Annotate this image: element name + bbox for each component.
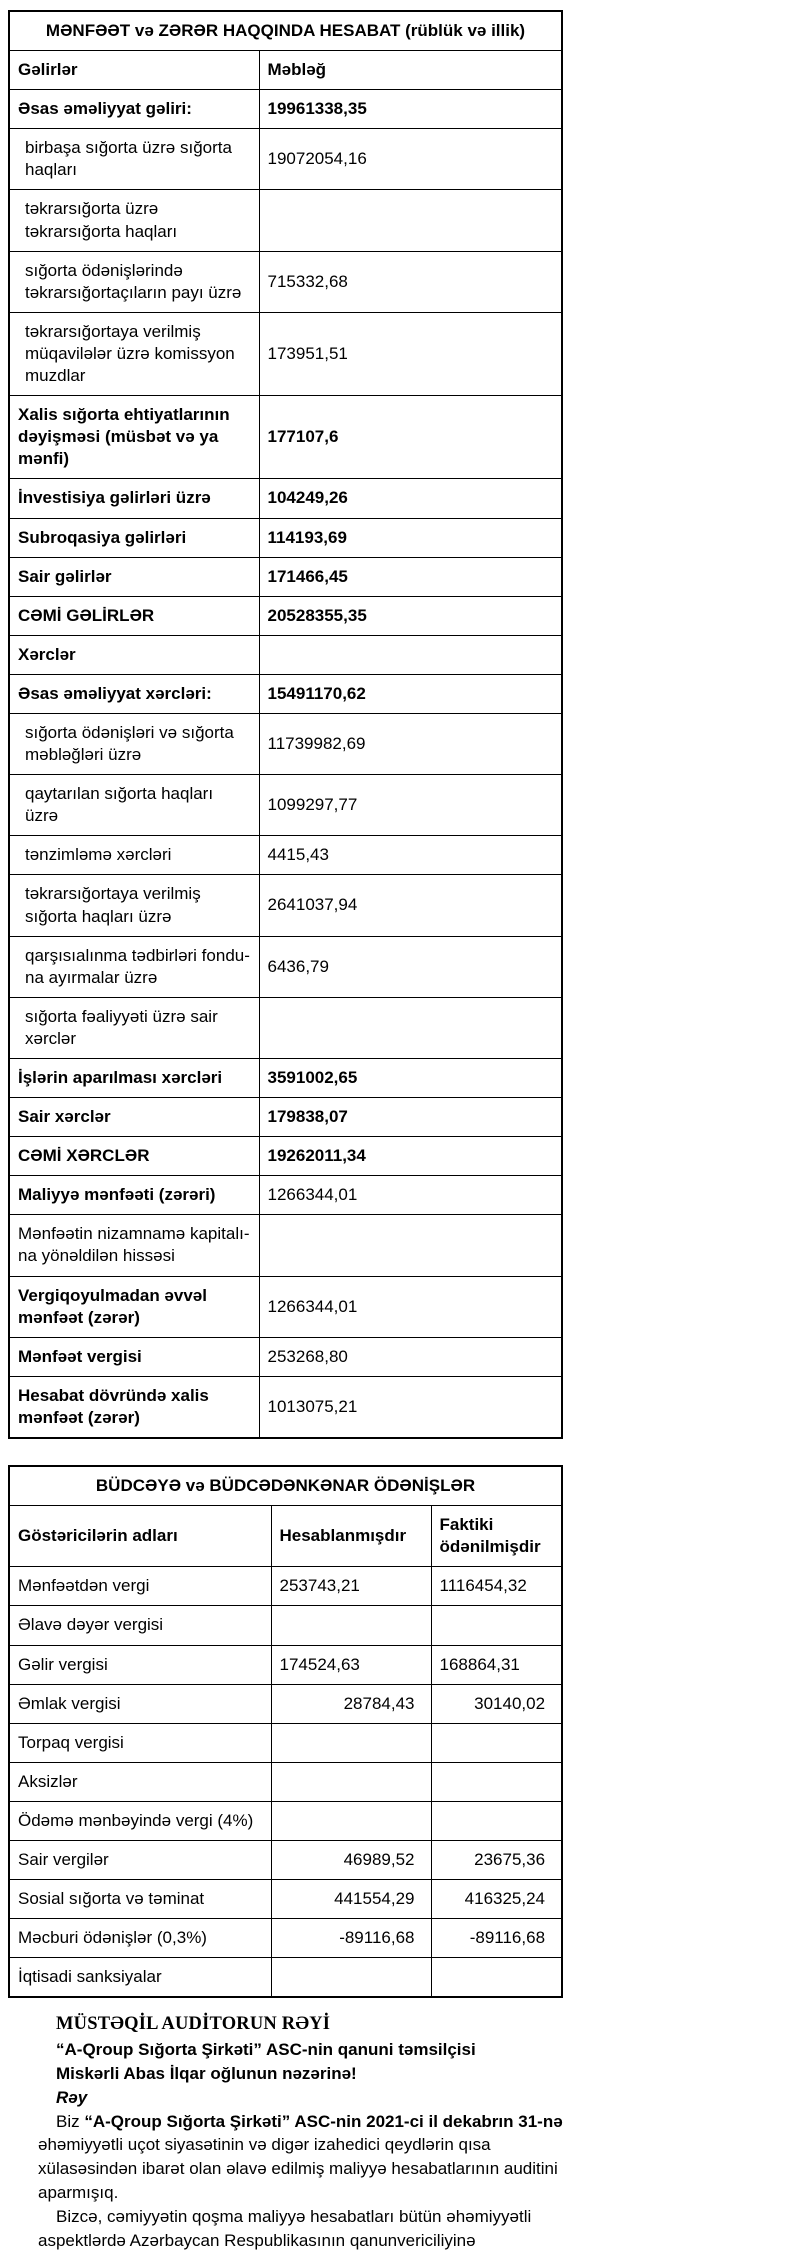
table-row [9, 1098, 562, 1137]
table-row [9, 129, 562, 190]
row-value: 1013075,21 [259, 1376, 562, 1438]
row-calculated-value: 441554,29 [271, 1880, 431, 1919]
table-row [9, 518, 562, 557]
row-value: 6436,79 [259, 936, 562, 997]
row-paid-value: 168864,31 [431, 1645, 562, 1684]
row-value: 114193,69 [259, 518, 562, 557]
row-label: Mənfəətin nizamnamə kapitalı-na yönəldilən hissəsi [9, 1215, 259, 1276]
row-label: Sair xərclər [9, 1098, 259, 1137]
column-header-mebleg: Məbləğ [259, 51, 562, 90]
row-value [259, 190, 562, 251]
row-calculated-value [271, 1801, 431, 1840]
row-value: 3591002,65 [259, 1059, 562, 1098]
row-label: Məcburi ödənişlər (0,3%) [9, 1919, 271, 1958]
row-value [259, 997, 562, 1058]
row-label: Mənfəət vergisi [9, 1337, 259, 1376]
row-label: CƏMİ GƏLİRLƏR [9, 596, 259, 635]
table-row [9, 1567, 562, 1606]
row-calculated-value [271, 1958, 431, 1998]
profit-loss-table-title: MƏNFƏƏT və ZƏRƏR HAQQINDA HESABAT (rüblük və illik) [9, 11, 562, 51]
audit-heading: MÜSTƏQİL AUDİTORUN RƏYİ [56, 2014, 331, 2035]
column-header-gelirler: Gəlirlər [9, 51, 259, 90]
row-paid-value: 416325,24 [431, 1880, 562, 1919]
budget-title-row [9, 1466, 562, 1506]
audit-paragraph-2 [38, 2205, 566, 2252]
table-row [9, 1137, 562, 1176]
row-calculated-value [271, 1762, 431, 1801]
budget-table-body [9, 1567, 562, 1998]
text-segment: əhəmiyyətli uçot siyasətinin və digər izahedici qeydlərin qısa xülasəsindən ibarət olan əlavə edilmiş maliyyə hesabatlarının auditini aparmışıq. [38, 2135, 558, 2203]
row-label: İqtisadi sanksiyalar [9, 1958, 271, 1998]
profit-loss-title-row [9, 11, 562, 51]
row-label: Mənfəətdən vergi [9, 1567, 271, 1606]
row-label: təkrarsığortaya verilmiş müqavilələr üzrə komissyon muzdlar [9, 312, 259, 395]
row-value: 1266344,01 [259, 1276, 562, 1337]
audit-addressee-line-2: Miskərli Abas İlqar oğlunun nəzərinə! [56, 2064, 357, 2084]
row-value: 177107,6 [259, 396, 562, 479]
row-paid-value [431, 1958, 562, 1998]
table-row [9, 312, 562, 395]
table-row [9, 396, 562, 479]
row-value: 715332,68 [259, 251, 562, 312]
row-calculated-value: -89116,68 [271, 1919, 431, 1958]
table-row [9, 1958, 562, 1998]
table-row [9, 1059, 562, 1098]
row-label: Hesabat dövründə xalis mənfəət (zərər) [9, 1376, 259, 1438]
row-label: Vergiqoyulmadan əvvəl mənfəət (zərər) [9, 1276, 259, 1337]
row-value: 2641037,94 [259, 875, 562, 936]
row-calculated-value [271, 1606, 431, 1645]
row-paid-value [431, 1801, 562, 1840]
row-label: Xərclər [9, 635, 259, 674]
row-label: Əlavə dəyər vergisi [9, 1606, 271, 1645]
row-label: Xalis sığorta ehtiyatlarının dəyişməsi (müsbət və ya mənfi) [9, 396, 259, 479]
row-value [259, 1215, 562, 1276]
row-label: Maliyyə mənfəəti (zərəri) [9, 1176, 259, 1215]
column-header-calculated: Hesablanmışdır [271, 1506, 431, 1567]
row-paid-value: 1116454,32 [431, 1567, 562, 1606]
row-label: Ödəmə mənbəyində vergi (4%) [9, 1801, 271, 1840]
table-row [9, 1606, 562, 1645]
column-header-actually-paid: Faktiki ödənilmişdir [431, 1506, 562, 1567]
table-row [9, 1215, 562, 1276]
row-value: 1266344,01 [259, 1176, 562, 1215]
audit-addressee-line-1: “A-Qroup Sığorta Şirkəti” ASC-nin qanuni təmsilçisi [56, 2040, 476, 2060]
profit-loss-table-body [9, 90, 562, 1438]
row-calculated-value: 253743,21 [271, 1567, 431, 1606]
row-paid-value [431, 1762, 562, 1801]
table-row [9, 1276, 562, 1337]
text-segment: Biz [56, 2111, 85, 2131]
table-row [9, 1840, 562, 1879]
table-row [9, 1801, 562, 1840]
row-label: Sosial sığorta və təminat [9, 1880, 271, 1919]
audit-paragraph-1 [38, 2110, 566, 2205]
table-row [9, 1337, 562, 1376]
profit-loss-table [8, 10, 563, 1439]
row-label: təkrarsığortaya verilmiş sığorta haqları üzrə [9, 875, 259, 936]
table-row [9, 479, 562, 518]
row-value: 171466,45 [259, 557, 562, 596]
row-value [259, 635, 562, 674]
row-value: 1099297,77 [259, 775, 562, 836]
table-row [9, 674, 562, 713]
profit-loss-header-row [9, 51, 562, 90]
row-value: 173951,51 [259, 312, 562, 395]
row-paid-value: 23675,36 [431, 1840, 562, 1879]
row-value: 253268,80 [259, 1337, 562, 1376]
row-value: 15491170,62 [259, 674, 562, 713]
table-row [9, 596, 562, 635]
table-row [9, 1723, 562, 1762]
row-label: İşlərin aparılması xərcləri [9, 1059, 259, 1098]
row-value: 4415,43 [259, 836, 562, 875]
row-label: Torpaq vergisi [9, 1723, 271, 1762]
row-paid-value [431, 1723, 562, 1762]
row-label: Sair gəlirlər [9, 557, 259, 596]
table-row [9, 635, 562, 674]
row-value: 20528355,35 [259, 596, 562, 635]
row-label: Subroqasiya gəlirləri [9, 518, 259, 557]
table-row [9, 875, 562, 936]
row-value: 19961338,35 [259, 90, 562, 129]
row-label: təkrarsığorta üzrə təkrarsığorta haqları [9, 190, 259, 251]
row-paid-value: 30140,02 [431, 1684, 562, 1723]
table-row [9, 1645, 562, 1684]
row-label: Əsas əməliyyat gəliri: [9, 90, 259, 129]
row-label: Sair vergilər [9, 1840, 271, 1879]
table-row [9, 1919, 562, 1958]
column-header-indicator-names: Göstəricilərin adları [9, 1506, 271, 1567]
text-segment: “A-Qroup Sığorta Şirkəti” ASC-nin 2021-ci il dekabrın 31-nə [84, 2111, 563, 2131]
row-label: sığorta fəaliyyəti üzrə sair xərclər [9, 997, 259, 1058]
table-row [9, 557, 562, 596]
row-label: tənzimləmə xərcləri [9, 836, 259, 875]
row-calculated-value: 28784,43 [271, 1684, 431, 1723]
row-label: birbaşa sığorta üzrə sığorta haqları [9, 129, 259, 190]
table-row [9, 1376, 562, 1438]
row-label: İnvestisiya gəlirləri üzrə [9, 479, 259, 518]
table-row [9, 1762, 562, 1801]
table-row [9, 997, 562, 1058]
row-calculated-value: 46989,52 [271, 1840, 431, 1879]
row-label: Aksizlər [9, 1762, 271, 1801]
row-paid-value: -89116,68 [431, 1919, 562, 1958]
budget-header-row [9, 1506, 562, 1567]
row-label: CƏMİ XƏRCLƏR [9, 1137, 259, 1176]
table-row [9, 936, 562, 997]
row-paid-value [431, 1606, 562, 1645]
row-calculated-value: 174524,63 [271, 1645, 431, 1684]
budget-table [8, 1465, 563, 1998]
table-row [9, 190, 562, 251]
row-value: 19262011,34 [259, 1137, 562, 1176]
table-row [9, 1880, 562, 1919]
row-label: sığorta ödənişləri və sığorta məbləğləri üzrə [9, 713, 259, 774]
row-label: Əmlak vergisi [9, 1684, 271, 1723]
row-label: sığorta ödənişlərində təkrarsığortaçıların payı üzrə [9, 251, 259, 312]
table-row [9, 251, 562, 312]
table-row [9, 713, 562, 774]
row-value: 11739982,69 [259, 713, 562, 774]
table-row [9, 836, 562, 875]
row-label: Gəlir vergisi [9, 1645, 271, 1684]
table-row [9, 1176, 562, 1215]
text-segment: Bizcə, cəmiyyətin qoşma maliyyə hesabatları bütün əhəmiyyətli aspektlərdə Azərbaycan Respublikasının qanunvericiliyinə [38, 2206, 532, 2250]
row-label: qarşısıalınma tədbirləri fondu-na ayırmalar üzrə [9, 936, 259, 997]
audit-opinion-section [38, 2012, 566, 2252]
table-row [9, 775, 562, 836]
row-label: Əsas əməliyyat xərcləri: [9, 674, 259, 713]
row-label: qaytarılan sığorta haqları üzrə [9, 775, 259, 836]
row-value: 104249,26 [259, 479, 562, 518]
audit-subheading: Rəy [56, 2087, 88, 2107]
table-row [9, 90, 562, 129]
budget-table-title: BÜDCƏYƏ və BÜDCƏDƏNKƏNAR ÖDƏNİŞLƏR [9, 1466, 562, 1506]
row-value: 19072054,16 [259, 129, 562, 190]
table-row [9, 1684, 562, 1723]
row-calculated-value [271, 1723, 431, 1762]
row-value: 179838,07 [259, 1098, 562, 1137]
